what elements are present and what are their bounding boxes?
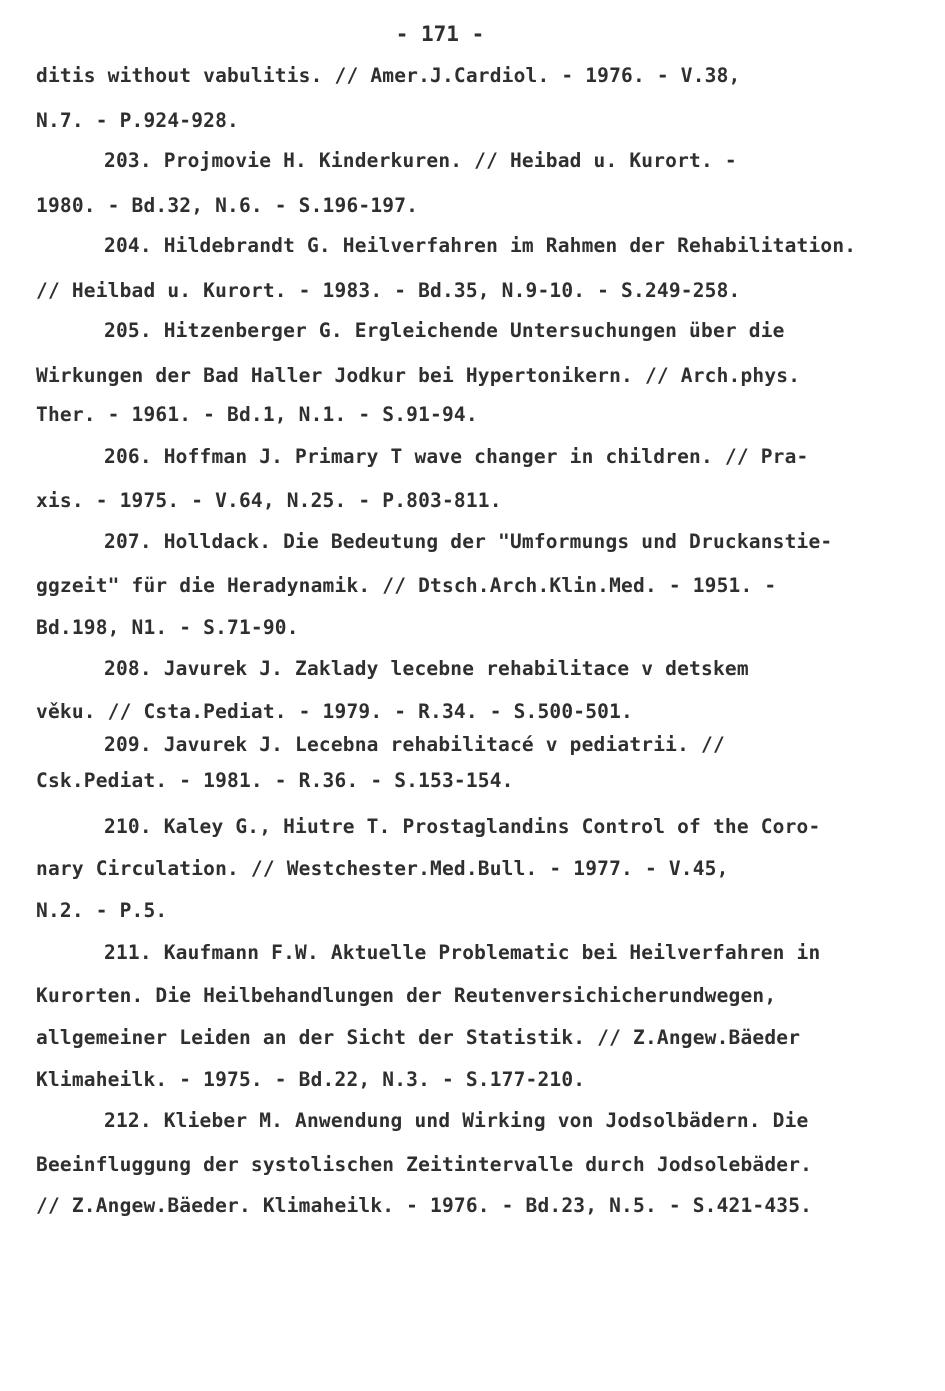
reference-209: 209. Javurek J. Lecebna rehabilitacé v pediatrii. // — [104, 733, 725, 756]
reference-212: 212. Klieber M. Anwendung und Wirking von Jodsolbädern. Die — [104, 1109, 809, 1132]
reference-208: 208. Javurek J. Zaklady lecebne rehabilitace v detskem — [104, 657, 749, 680]
text-line: // Heilbad u. Kurort. - 1983. - Bd.35, N.9-10. - S.249-258. — [36, 279, 741, 302]
text-line: Ther. - 1961. - Bd.1, N.1. - S.91-94. — [36, 403, 478, 426]
text-line: Klimaheilk. - 1975. - Bd.22, N.3. - S.177-210. — [36, 1068, 586, 1091]
text-line: N.7. - P.924-928. — [36, 109, 239, 132]
text-line: věku. // Csta.Pediat. - 1979. - R.34. - S.500-501. — [36, 700, 633, 723]
text-line: allgemeiner Leiden an der Sicht der Statistik. // Z.Angew.Bäeder — [36, 1026, 801, 1049]
reference-210: 210. Kaley G., Hiutre T. Prostaglandins Control of the Coro- — [104, 815, 821, 838]
reference-207: 207. Holldack. Die Bedeutung der "Umformungs und Druckanstie- — [104, 530, 833, 553]
reference-203: 203. Projmovie H. Kinderkuren. // Heibad u. Kurort. - — [104, 149, 737, 172]
text-line: Beeinfluggung der systolischen Zeitintervalle durch Jodsolebäder. — [36, 1153, 813, 1176]
text-line: 1980. - Bd.32, N.6. - S.196-197. — [36, 194, 419, 217]
reference-211: 211. Kaufmann F.W. Aktuelle Problematic bei Heilverfahren in — [104, 941, 821, 964]
text-line: // Z.Angew.Bäeder. Klimaheilk. - 1976. - Bd.23, N.5. - S.421-435. — [36, 1194, 813, 1217]
text-line: Wirkungen der Bad Haller Jodkur bei Hypertonikern. // Arch.phys. — [36, 364, 801, 387]
page-number: - 171 - — [395, 22, 485, 46]
text-line: Csk.Pediat. - 1981. - R.36. - S.153-154. — [36, 769, 514, 792]
text-line: ggzeit" für die Heradynamik. // Dtsch.Arch.Klin.Med. - 1951. - — [36, 574, 777, 597]
text-line: nary Circulation. // Westchester.Med.Bull. - 1977. - V.45, — [36, 857, 729, 880]
text-line: ditis without vabulitis. // Amer.J.Cardiol. - 1976. - V.38, — [36, 64, 741, 87]
text-line: Bd.198, N1. - S.71-90. — [36, 616, 299, 639]
reference-205: 205. Hitzenberger G. Ergleichende Untersuchungen über die — [104, 319, 785, 342]
text-line: Kurorten. Die Heilbehandlungen der Reutenversichicherundwegen, — [36, 984, 777, 1007]
reference-206: 206. Hoffman J. Primary T wave changer in children. // Pra- — [104, 445, 809, 468]
text-line: N.2. - P.5. — [36, 899, 168, 922]
reference-204: 204. Hildebrandt G. Heilverfahren im Rahmen der Rehabilitation. — [104, 234, 857, 257]
text-line: xis. - 1975. - V.64, N.25. - P.803-811. — [36, 489, 502, 512]
